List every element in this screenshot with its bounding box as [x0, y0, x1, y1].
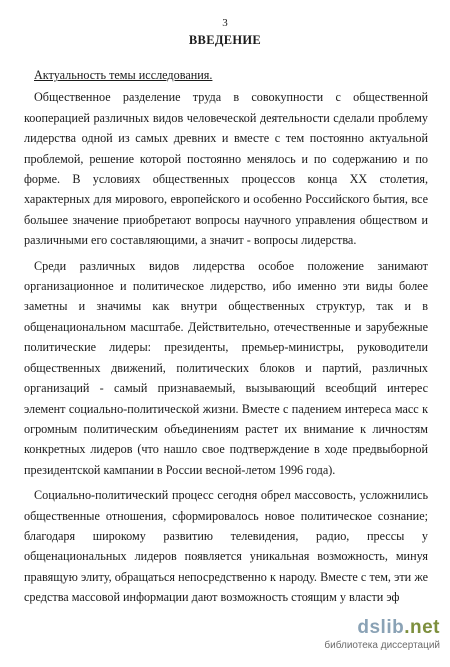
watermark-logo [357, 617, 440, 639]
watermark-logo-ext: .net [404, 617, 440, 638]
watermark [290, 617, 440, 661]
paragraph: Социально-политический процесс сегодня обрел массовость, усложнились общественные отношения, сформировалось новое политическое сознание; благодаря широкому развитию телевидения, радио, прессы у общенациональных лидеров появляется уникальная возможность, минуя правящую элиту, обращаться непосредственно к народу. Вместе с тем, эти же средства массовой информации дают возможность стоящим у власти эф [24, 488, 428, 605]
paragraph: Общественное разделение труда в совокупности с общественной кооперацией различных видов человеческой деятельности сделали проблему лидерства одной из самых древних и вместе с тем постоянно актуальной проблемой, решение которой постоянно менялось и по содержанию и по форме. В условиях общественных процессов конца XX столетия, характерных для мирового, европейского и особенно Российского бытия, все большее значение приобретают вопросы научного управления обществом и различными его составляющими, а значит - вопросы лидерства. [24, 90, 428, 248]
watermark-caption: библиотека диссертаций [324, 640, 440, 651]
paragraph: Среди различных видов лидерства особое положение занимают организационное и политическое лидерство, ибо именно эти виды более заметны и значимы как внутри общественных структур, так и в общенациональном масштабе. Действительно, отечественные и зарубежные политические лидеры: президенты, премьер-министры, руководители общественных движений, политических блоков и партий, различных организаций - самый признаваемый, вызывающий всеобщий интерес элемент социально-политической жизни. Вместе с падением интереса масс к огромным политическим объединениям растет их внимание к личностям конкретных лидеров (что нашло свое подтверждение в ходе предвыборной президентской кампании в России весной-летом 1996 года). [24, 258, 428, 477]
section-heading: Актуальность темы исследования. [34, 68, 213, 82]
document-body [24, 65, 428, 613]
page-number: 3 [222, 17, 228, 29]
page-title: ВВЕДЕНИЕ [188, 33, 262, 47]
watermark-logo-main: dslib [357, 617, 405, 638]
